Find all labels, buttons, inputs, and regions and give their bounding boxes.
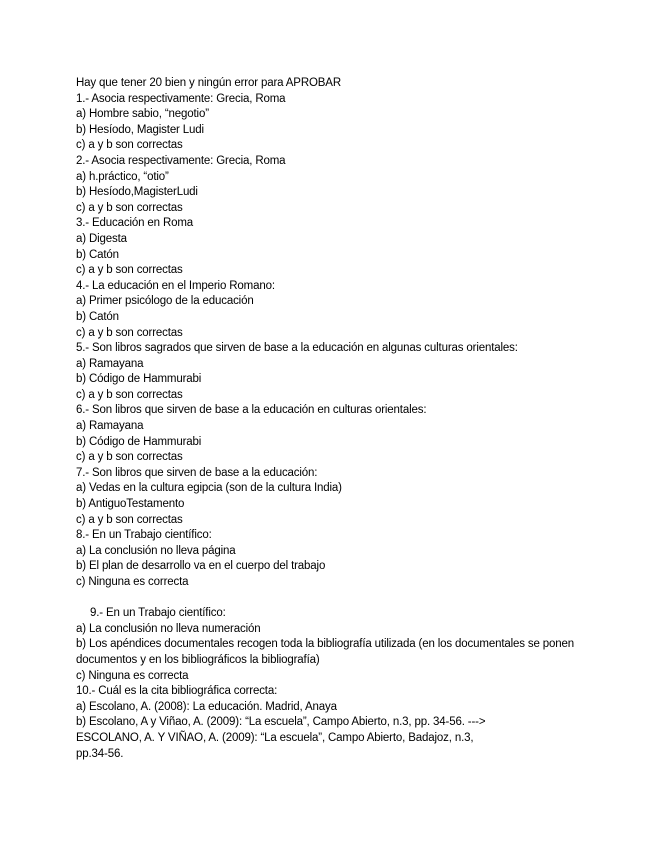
question-10-option-b-line-1: b) Escolano, A y Viñao, A. (2009): “La escuela”, Campo Abierto, n.3, pp. 34-56. ---> (76, 716, 486, 729)
question-1-option-b: b) Hesíodo, Magister Ludi (76, 123, 204, 136)
question-2-option-c: c) a y b son correctas (76, 201, 183, 214)
question-3: 3.- Educación en Roma (76, 217, 194, 230)
question-5-option-c: c) a y b son correctas (76, 388, 183, 401)
question-3-option-c: c) a y b son correctas (76, 264, 183, 277)
question-1-option-a: a) Hombre sabio, “negotio” (76, 108, 209, 121)
question-9: 9.- En un Trabajo científico: (90, 607, 226, 620)
question-9-option-b: b) Los apéndices documentales recogen toda la bibliografía utilizada (en los documentales se ponen documentos y en los bibliográficos la bibliografía) (76, 638, 575, 666)
question-7-option-c: c) a y b son correctas (76, 513, 183, 526)
question-2-option-a: a) h.práctico, “otio” (76, 170, 169, 183)
question-7-option-b: b) AntiguoTestamento (76, 498, 185, 511)
question-2-option-b: b) Hesíodo,MagisterLudi (76, 186, 198, 199)
question-1: 1.- Asocia respectivamente: Grecia, Roma (76, 92, 286, 105)
question-9-option-c: c) Ninguna es correcta (76, 669, 189, 682)
question-8-option-c: c) Ninguna es correcta (76, 576, 189, 588)
question-6-option-c: c) a y b son correctas (76, 451, 183, 464)
question-2: 2.- Asocia respectivamente: Grecia, Roma (76, 154, 286, 167)
question-6: 6.- Son libros que sirven de base a la educación en culturas orientales: (76, 404, 427, 417)
question-10-option-b-line-3: pp.34-56. (76, 747, 124, 760)
question-6-option-b: b) Código de Hammurabi (76, 435, 202, 448)
question-3-option-a: a) Digesta (76, 232, 127, 245)
question-10: 10.- Cuál es la cita bibliográfica correcta: (76, 685, 278, 698)
question-10-option-b-line-2: ESCOLANO, A. Y VIÑAO, A. (2009): “La escuela”, Campo Abierto, Badajoz, n.3, (76, 731, 474, 744)
question-4-option-c: c) a y b son correctas (76, 326, 183, 339)
question-8-option-b: b) El plan de desarrollo va en el cuerpo del trabajo (76, 560, 326, 573)
question-1-option-c: c) a y b son correctas (76, 139, 183, 152)
question-4: 4.- La educación en el Imperio Romano: (76, 279, 275, 292)
question-5-option-a: a) Ramayana (76, 357, 144, 370)
question-4-option-a: a) Primer psicólogo de la educación (76, 295, 254, 308)
intro-text: Hay que tener 20 bien y ningún error para APROBAR (76, 77, 341, 89)
paragraph-gap (76, 591, 636, 607)
question-7: 7.- Son libros que sirven de base a la educación: (76, 466, 318, 479)
question-8-option-a: a) La conclusión no lleva página (76, 544, 236, 557)
exam-document (76, 76, 636, 762)
question-7-option-a: a) Vedas en la cultura egipcia (son de la cultura India) (76, 482, 342, 495)
question-5-option-b: b) Código de Hammurabi (76, 373, 202, 386)
question-6-option-a: a) Ramayana (76, 420, 144, 433)
question-4-option-b: b) Catón (76, 310, 119, 323)
question-8: 8.- En un Trabajo científico: (76, 529, 212, 542)
question-10-option-a: a) Escolano, A. (2008): La educación. Madrid, Anaya (76, 700, 337, 713)
question-5: 5.- Son libros sagrados que sirven de base a la educación en algunas culturas orientales: (76, 342, 518, 355)
question-9-option-a: a) La conclusión no lleva numeración (76, 622, 261, 635)
question-3-option-b: b) Catón (76, 248, 119, 261)
